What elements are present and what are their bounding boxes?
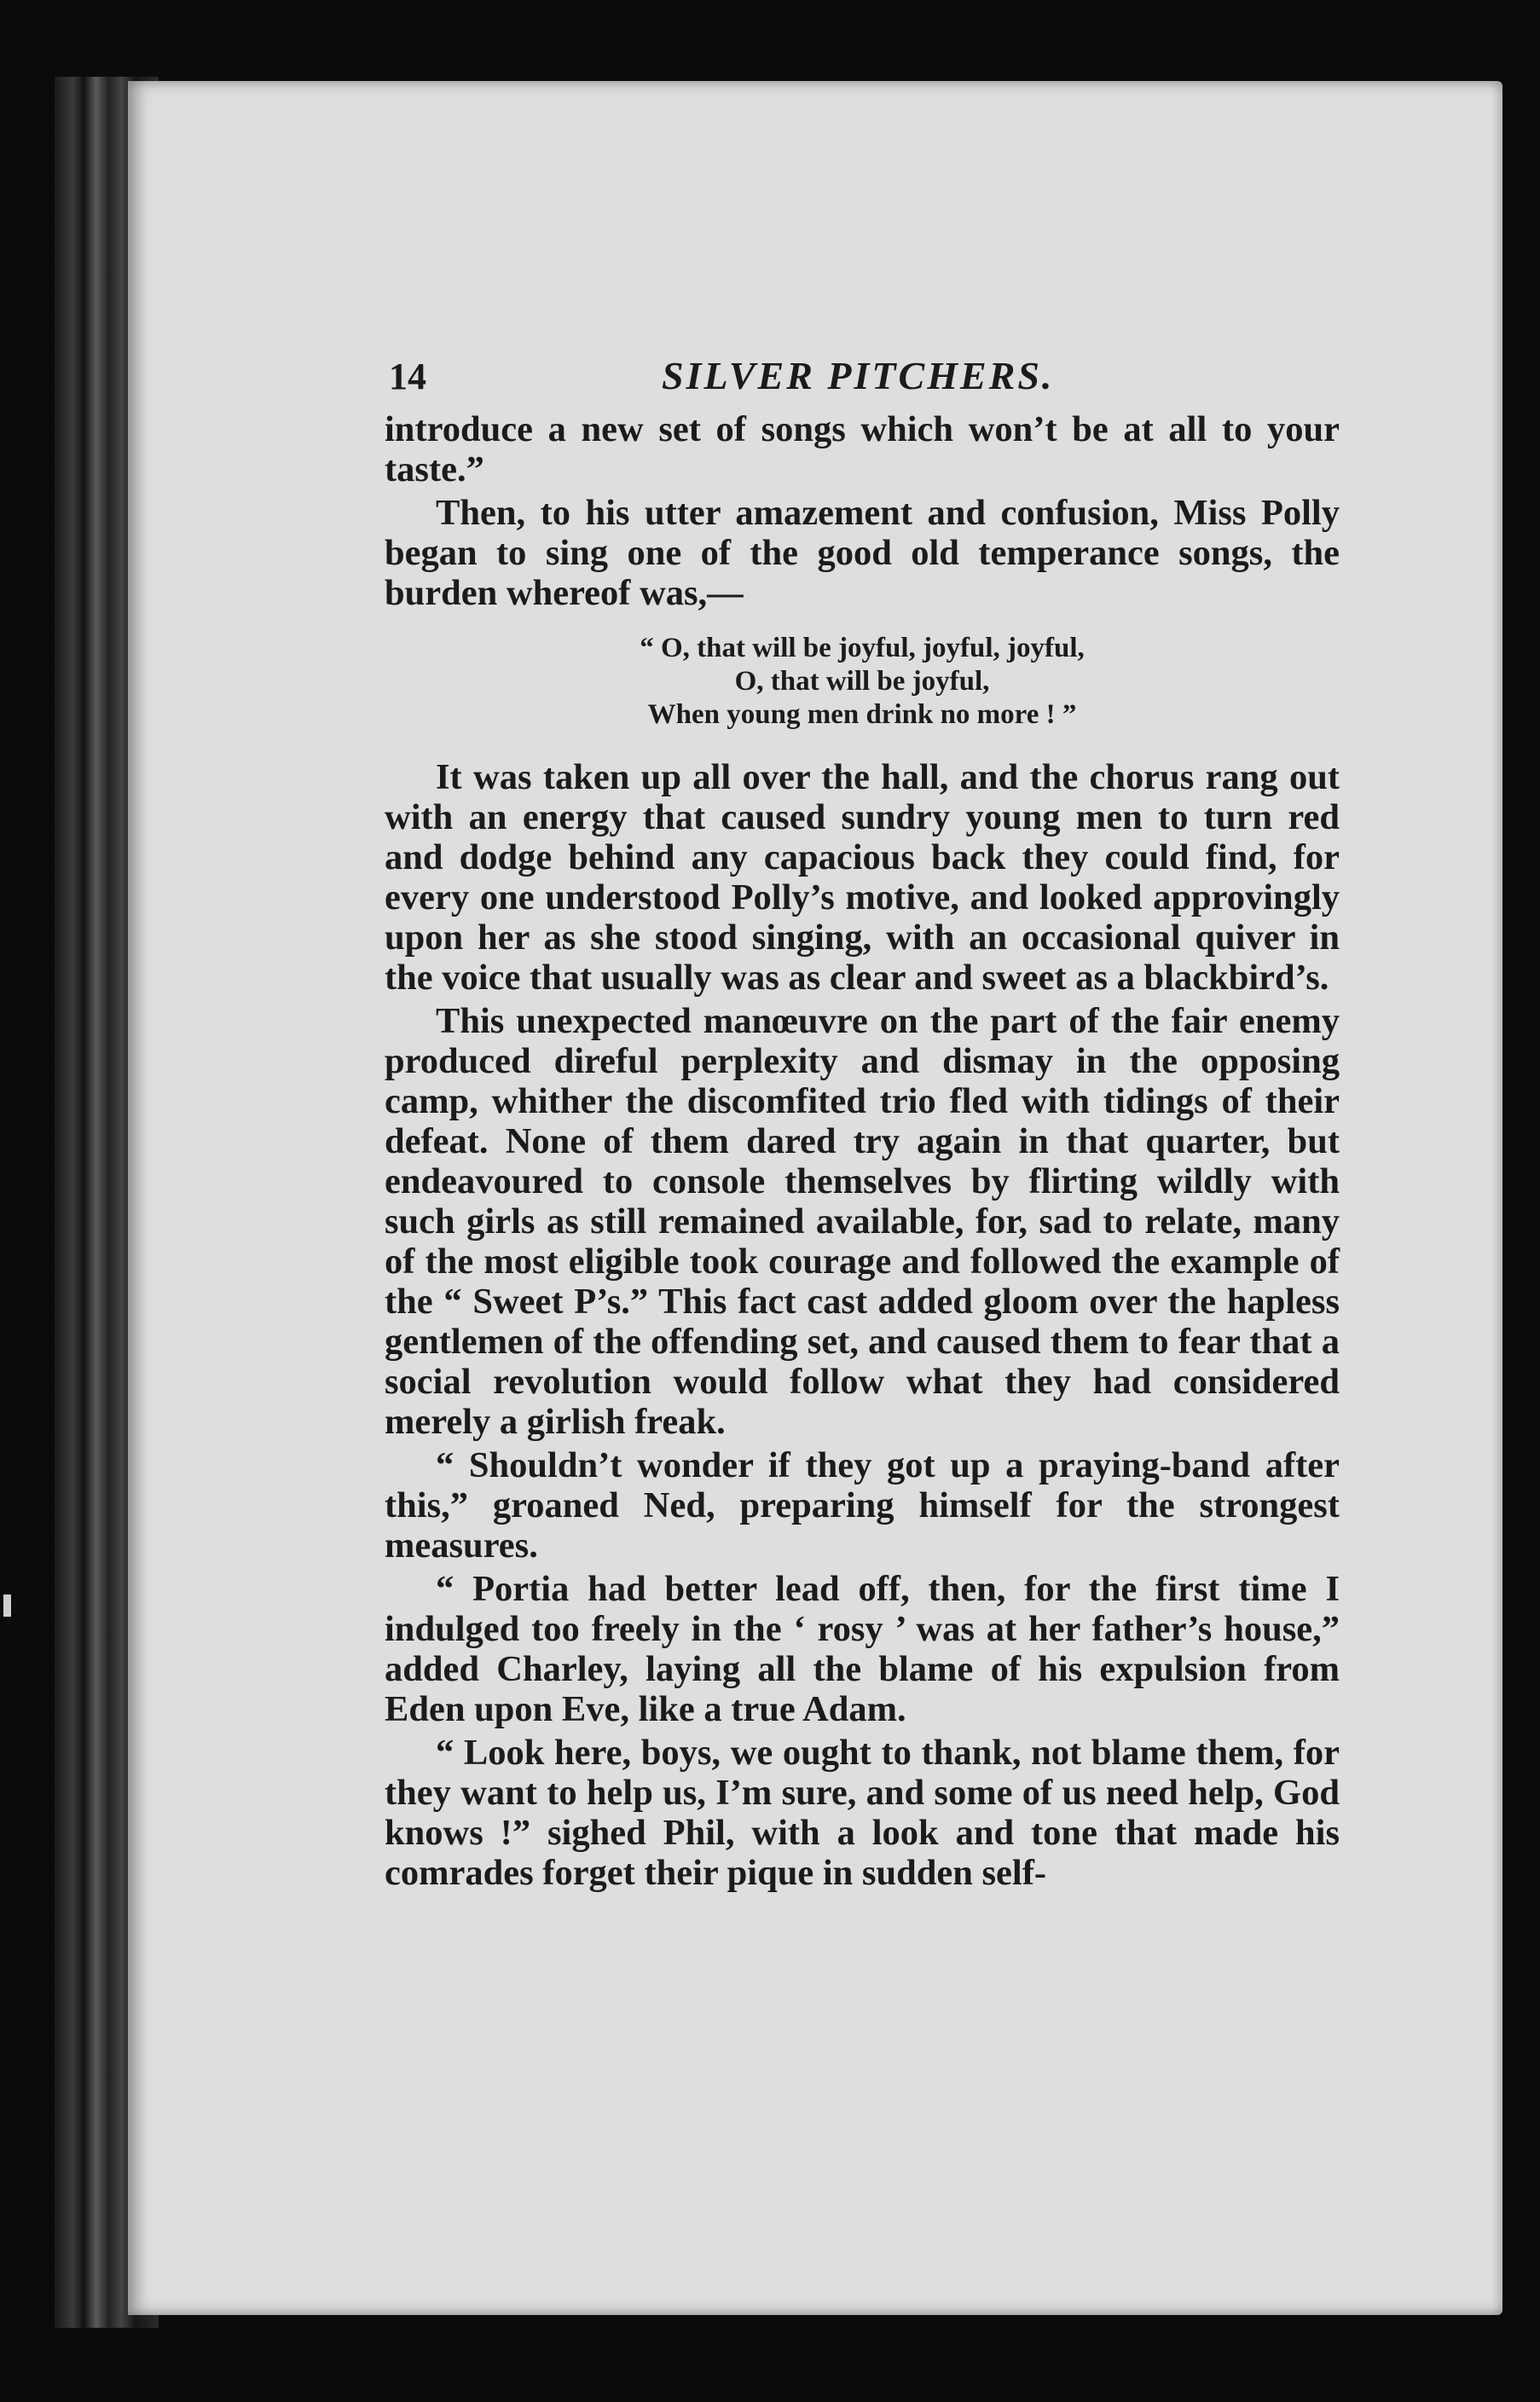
verse-line-3: When young men drink no more ! ” xyxy=(647,699,1077,730)
running-title: SILVER PITCHERS. xyxy=(662,354,1055,397)
paragraph-6: “ Portia had better lead off, then, for the first time I indulged too freely in the ‘ rosy ’ was at her father’s house,” added Charley, laying all the blame of his expulsion from Eden upon Eve, like a true Adam. xyxy=(385,1569,1340,1729)
paragraph-3: It was taken up all over the hall, and the chorus rang out with an energy that caused sundry young men to turn red and dodge behind any capacious back they could find, for every one understood Polly’s motive, and looked approvingly upon her as she stood singing, with an occasional quiver in the voice that usually was as clear and sweet as a blackbird’s. xyxy=(385,757,1340,998)
paragraph-7: “ Look here, boys, we ought to thank, not blame them, for they want to help us, I’m sure, and some of us need help, God knows !” sighed Phil, with a look and tone that made his comrades forget their pique in sudden self- xyxy=(385,1733,1340,1893)
page-number: 14 xyxy=(389,356,426,397)
margin-mark xyxy=(3,1595,11,1617)
page-content xyxy=(252,350,1340,1896)
running-head xyxy=(252,350,1340,401)
paragraph-5: “ Shouldn’t wonder if they got up a praying-band after this,” groaned Ned, preparing himself for the strongest measures. xyxy=(385,1445,1340,1566)
paragraph-2: Then, to his utter amazement and confusion, Miss Polly began to sing one of the good old temperance songs, the burden whereof was,— xyxy=(385,493,1340,613)
verse-line-1: “ O, that will be joyful, joyful, joyful, xyxy=(640,633,1085,663)
paragraph-4: This unexpected manœuvre on the part of the fair enemy produced direful perplexity and dismay in the opposing camp, whither the discomfited trio fled with tidings of their defeat. None of them dared try again in that quarter, but endeavoured to console themselves by flirting wildly with such girls as still remained available, for, sad to relate, many of the most eligible took courage and followed the example of the “ Sweet P’s.” This fact cast added gloom over the hapless gentlemen of the offending set, and caused them to fear that a social revolution would follow what they had considered merely a girlish freak. xyxy=(385,1001,1340,1442)
verse-line-2: O, that will be joyful, xyxy=(734,666,990,697)
paragraph-1: introduce a new set of songs which won’t be at all to your taste.” xyxy=(385,409,1340,489)
song-verse xyxy=(252,632,1340,732)
